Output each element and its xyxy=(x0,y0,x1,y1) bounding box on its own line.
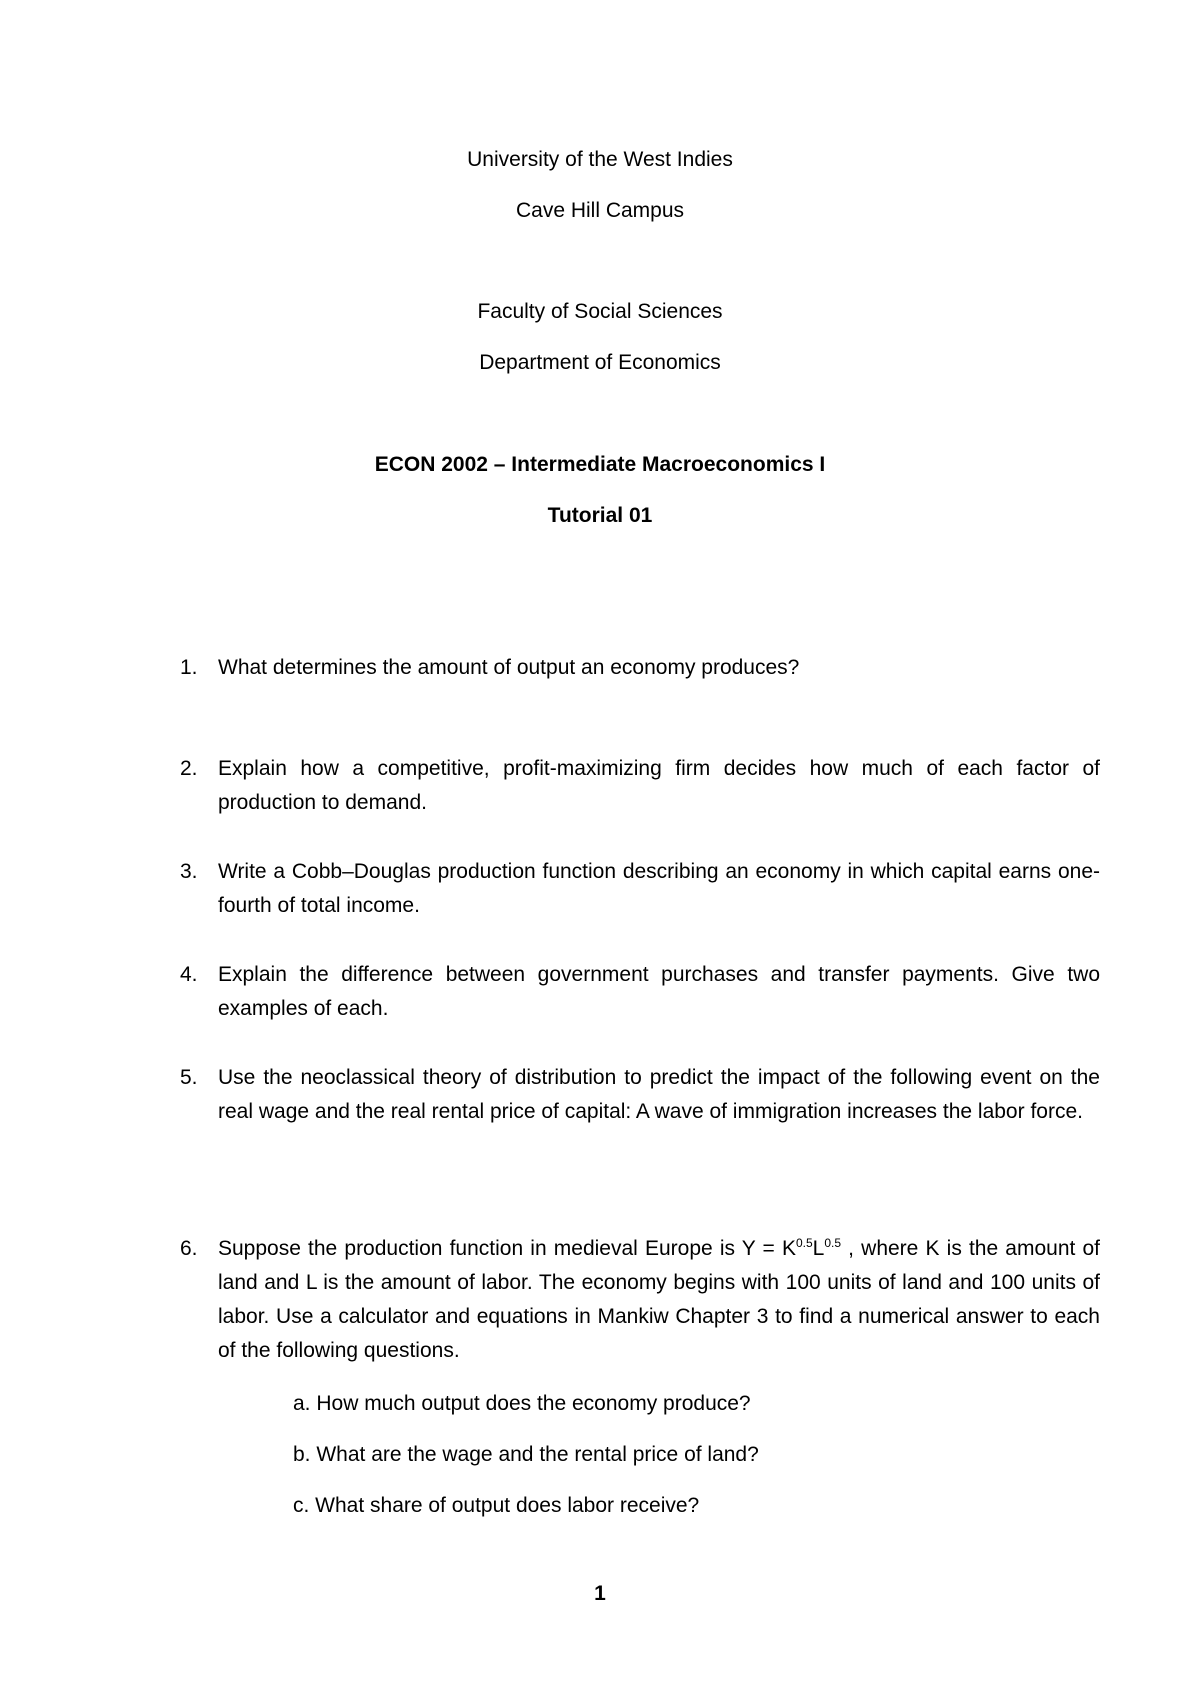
question-number: 4. xyxy=(180,963,198,986)
sub-question-a: a. How much output does the economy produce? xyxy=(293,1392,751,1415)
question-text: Suppose the production function in medieval Europe is $Y = K^{0.5}L^{0.5}$ , where K is the amount of land and L is the amount of labor. The economy begins with 100 units of land and 100 units of labor. Use a calculator and equations in Mankiw Chapter 3 to find a numerical answer to each of the following questions. xyxy=(218,1236,1101,1362)
question-number: 3. xyxy=(180,860,198,883)
question-text: Write a Cobb–Douglas production function describing an economy in which capital earns one-fourth of total income. xyxy=(218,860,1100,917)
question-number: 6. xyxy=(180,1237,198,1260)
faculty-name: Faculty of Social Sciences xyxy=(477,300,723,323)
question-text: Use the neoclassical theory of distribution to predict the impact of the following event on the real wage and the real rental price of capital: A wave of immigration increases the labor force. xyxy=(218,1066,1100,1123)
tutorial-title: Tutorial 01 xyxy=(547,504,653,527)
question-text: What determines the amount of output an economy produces? xyxy=(218,656,800,679)
page-number: 1 xyxy=(594,1582,606,1605)
question-text: Explain how a competitive, profit-maximizing firm decides how much of each factor of production to demand. xyxy=(218,757,1100,814)
department-name: Department of Economics xyxy=(479,351,721,374)
question-number: 5. xyxy=(180,1066,198,1089)
question-number: 1. xyxy=(180,656,198,679)
university-name: University of the West Indies xyxy=(467,148,733,171)
question-number: 2. xyxy=(180,757,198,780)
course-title: ECON 2002 – Intermediate Macroeconomics I xyxy=(374,453,826,476)
campus-name: Cave Hill Campus xyxy=(515,199,685,222)
exponent: 0.5 xyxy=(795,1236,813,1250)
sub-question-b: b. What are the wage and the rental price of land? xyxy=(293,1443,759,1466)
sub-question-c: c. What share of output does labor receive? xyxy=(293,1494,700,1517)
question-text: Explain the difference between government purchases and transfer payments. Give two examples of each. xyxy=(218,963,1100,1020)
exponent: 0.5 xyxy=(824,1236,842,1250)
